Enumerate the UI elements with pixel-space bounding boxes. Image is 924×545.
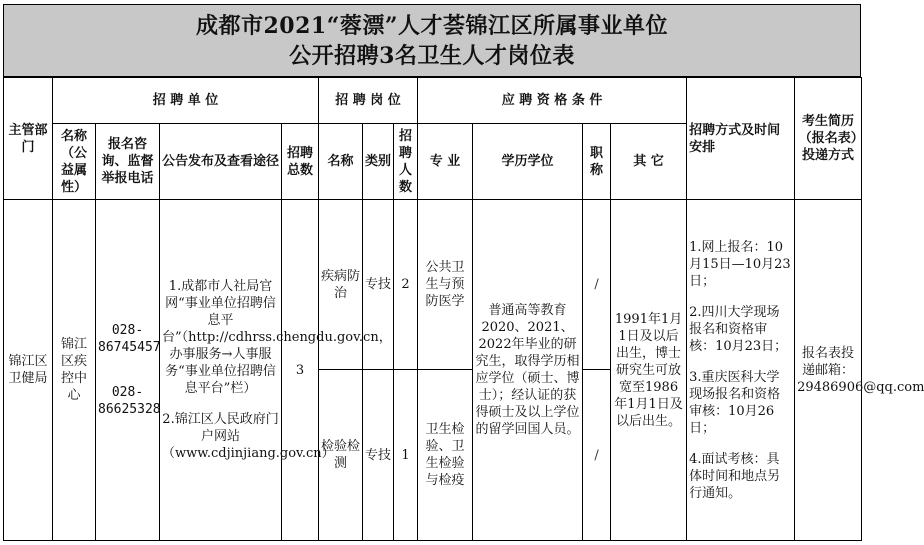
- header-other: 其 它: [611, 124, 687, 200]
- positions-table: [3, 77, 924, 541]
- cell-announce-2: 2.锦江区人民政府门户网站（www.cdjinjiang.gov.cn）: [162, 412, 335, 461]
- header-announce: 公告发布及查看途径: [160, 124, 282, 200]
- method-step-1: 1.网上报名：10月15日—10月23日；: [689, 239, 791, 289]
- cell-post-count-2: 1: [394, 370, 418, 541]
- header-unit-name: 名称（公益属性）: [53, 124, 96, 200]
- cell-post-count-1: 2: [394, 200, 418, 370]
- cell-phone-2: 028-86625328: [98, 385, 161, 417]
- cell-method: [687, 200, 795, 541]
- cell-post-type-1: 专技: [363, 200, 394, 370]
- method-step-4: 4.面试考核：具体时间和地点另行通知。: [689, 451, 781, 501]
- cell-unit-name: 锦江区疾控中心: [53, 200, 96, 541]
- cell-post-type-2: 专技: [363, 370, 394, 541]
- header-dept: 主管部门: [4, 78, 53, 200]
- header-education: 学历学位: [473, 124, 583, 200]
- cell-dept: 锦江区卫健局: [4, 200, 53, 541]
- cell-submit: 报名表投递邮箱：29486906@qq.com: [795, 200, 862, 541]
- cell-title-req-2: /: [583, 370, 611, 541]
- title-line-1: 成都市2021“蓉漂”人才荟锦江区所属事业单位: [195, 13, 669, 39]
- cell-post-name-1: 疾病防治: [319, 200, 363, 370]
- header-qualification: 应 聘 资 格 条 件: [418, 78, 687, 124]
- cell-major-1: 公共卫生与预防医学: [418, 200, 473, 370]
- title-band: [3, 4, 861, 77]
- cell-education: 普通高等教育2020、2021、2022年毕业的研究生，取得学历相应学位（硕士、博士）；经认证的获得硕士及以上学位的留学回国人员。: [473, 200, 583, 541]
- header-post-name: 名称: [319, 124, 363, 200]
- cell-total: 3: [282, 200, 319, 541]
- header-major: 专 业: [418, 124, 473, 200]
- cell-other: 1991年1月1日及以后出生，博士研究生可放宽至1986年1月1日及以后出生。: [611, 200, 687, 541]
- cell-phone: [96, 200, 160, 541]
- method-step-2: 2.四川大学现场报名和资格审核：10月23日；: [689, 304, 788, 354]
- cell-major-2: 卫生检验、卫生检验与检疫: [418, 370, 473, 541]
- header-row-1: [4, 78, 862, 124]
- cell-title-req-1: /: [583, 200, 611, 370]
- header-submit: 考生简历（报名表）投递方式: [795, 78, 862, 200]
- header-phone: 报名咨询、监督举报电话: [96, 124, 160, 200]
- table-row: [4, 200, 862, 370]
- cell-phone-1: 028-86745457: [98, 323, 161, 355]
- cell-post-name-2: 检验检测: [319, 370, 363, 541]
- header-post-type: 类别: [363, 124, 394, 200]
- title-line-2: 公开招聘3名卫生人才岗位表: [289, 43, 575, 69]
- header-recruit-unit: 招 聘 单 位: [53, 78, 319, 124]
- method-step-3: 3.重庆医科大学现场报名和资格审核：10月26日；: [689, 369, 781, 436]
- header-recruit-post: 招 聘 岗 位: [319, 78, 418, 124]
- header-post-count: 招聘人数: [394, 124, 418, 200]
- header-total: 招聘总数: [282, 124, 319, 200]
- header-title-req: 职称: [583, 124, 611, 200]
- header-method: 招聘方式及时间安排: [687, 78, 795, 200]
- cell-announce-1: 1.成都市人社局官网“事业单位招聘信息平台”（http://cdhrss.chengdu.gov.cn，办事服务→人事服务“事业单位招聘信息平台”栏）: [162, 279, 392, 396]
